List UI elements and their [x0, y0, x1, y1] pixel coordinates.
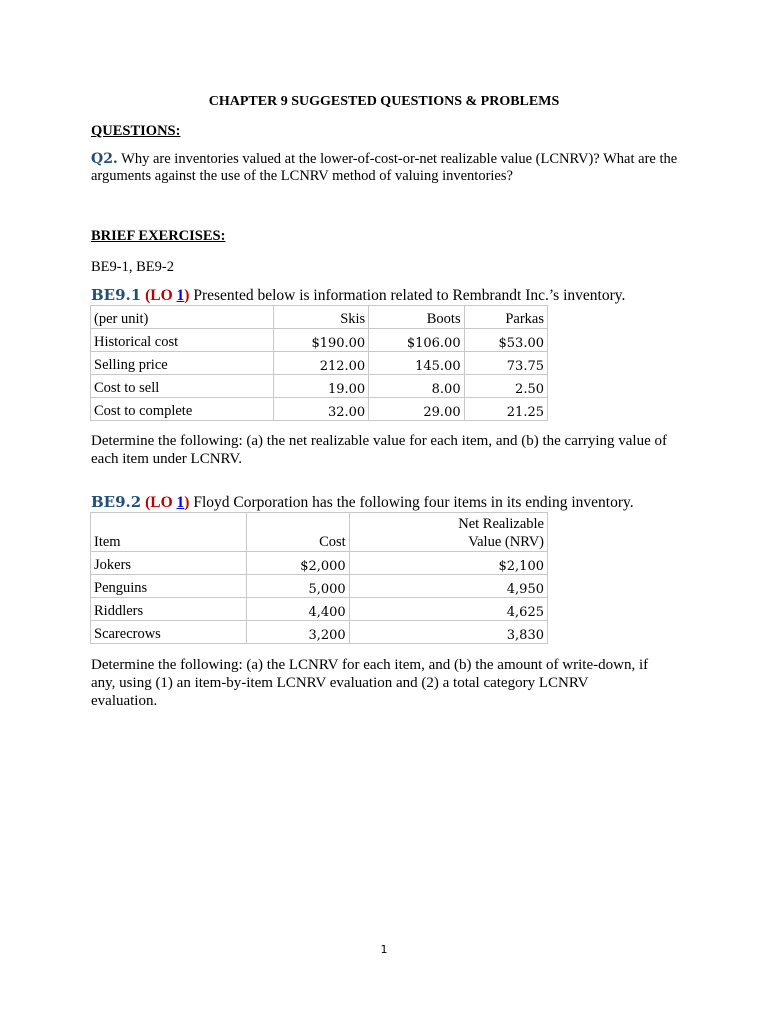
- be92-label: BE9.2: [91, 493, 142, 511]
- row-label: Penguins: [91, 575, 247, 598]
- cell-value: 73.75: [464, 352, 547, 375]
- cell-value: 32.00: [273, 398, 368, 421]
- be92-text: Floyd Corporation has the following four items in its ending inventory.: [189, 494, 634, 511]
- cell-value: $106.00: [369, 329, 464, 352]
- be91-lo-link[interactable]: 1: [176, 287, 185, 304]
- brief-exercises-heading: BRIEF EXERCISES:: [91, 228, 226, 244]
- cell-value: 212.00: [273, 352, 368, 375]
- table-row: [91, 352, 548, 375]
- row-label: Scarecrows: [91, 621, 247, 644]
- questions-heading: QUESTIONS:: [91, 123, 181, 139]
- question-q2: [91, 151, 691, 185]
- header-cell: (per unit): [91, 306, 274, 329]
- be92-instruction: Determine the following: (a) the LCNRV for each item, and (b) the amount of write-down, if any, using (1) an item-by-item LCNRV evaluation and (2) a total category LCNRV evaluation.: [91, 657, 649, 709]
- be91-instruction: Determine the following: (a) the net realizable value for each item, and (b) the carrying value of each item under LCNRV.: [91, 433, 667, 467]
- cell-value: 4,400: [247, 598, 350, 621]
- cell-value: 145.00: [369, 352, 464, 375]
- q2-label: Q2.: [91, 151, 118, 167]
- header-cell: Skis: [273, 306, 368, 329]
- table-header-row: [91, 306, 548, 329]
- cell-value: 3,830: [349, 621, 547, 644]
- table-row: [91, 621, 548, 644]
- be91-table: [90, 305, 548, 421]
- table-row: [91, 375, 548, 398]
- header-cell: Item: [91, 513, 247, 552]
- page-title: CHAPTER 9 SUGGESTED QUESTIONS & PROBLEMS: [208, 94, 560, 109]
- cell-value: 8.00: [369, 375, 464, 398]
- header-cell: Boots: [369, 306, 464, 329]
- cell-value: $2,000: [247, 552, 350, 575]
- cell-value: 3,200: [247, 621, 350, 644]
- header-cell-nrv: Net Realizable Value (NRV): [349, 513, 547, 552]
- row-label: Cost to sell: [91, 375, 274, 398]
- cell-value: 2.50: [464, 375, 547, 398]
- row-label: Riddlers: [91, 598, 247, 621]
- cell-value: 21.25: [464, 398, 547, 421]
- be92-table: [90, 512, 548, 644]
- be91-label: BE9.1: [91, 286, 142, 304]
- cell-value: 4,625: [349, 598, 547, 621]
- be91-heading: [91, 286, 625, 305]
- be92-heading: [91, 493, 634, 512]
- row-label: Jokers: [91, 552, 247, 575]
- cell-value: 4,950: [349, 575, 547, 598]
- header-cell: Cost: [247, 513, 350, 552]
- q2-text: Why are inventories valued at the lower-of-cost-or-net realizable value (LCNRV)? What are the arguments against the use of the LCNRV method of valuing inventories?: [91, 151, 678, 184]
- be92-lo-link[interactable]: 1: [176, 494, 185, 511]
- table-header-row: [91, 513, 548, 552]
- table-row: [91, 598, 548, 621]
- table-row: [91, 552, 548, 575]
- cell-value: 19.00: [273, 375, 368, 398]
- be91-text: Presented below is information related to Rembrandt Inc.’s inventory.: [189, 287, 626, 304]
- table-row: [91, 329, 548, 352]
- header-cell: Parkas: [464, 306, 547, 329]
- be92-lo: (LO 1): [145, 494, 190, 511]
- row-label: Selling price: [91, 352, 274, 375]
- cell-value: 29.00: [369, 398, 464, 421]
- be91-lo: (LO 1): [145, 287, 190, 304]
- cell-value: 5,000: [247, 575, 350, 598]
- cell-value: $53.00: [464, 329, 547, 352]
- row-label: Cost to complete: [91, 398, 274, 421]
- cell-value: $190.00: [273, 329, 368, 352]
- brief-exercises-list: BE9-1, BE9-2: [91, 259, 174, 275]
- table-row: [91, 398, 548, 421]
- cell-value: $2,100: [349, 552, 547, 575]
- row-label: Historical cost: [91, 329, 274, 352]
- table-row: [91, 575, 548, 598]
- page-number: 1: [380, 943, 388, 956]
